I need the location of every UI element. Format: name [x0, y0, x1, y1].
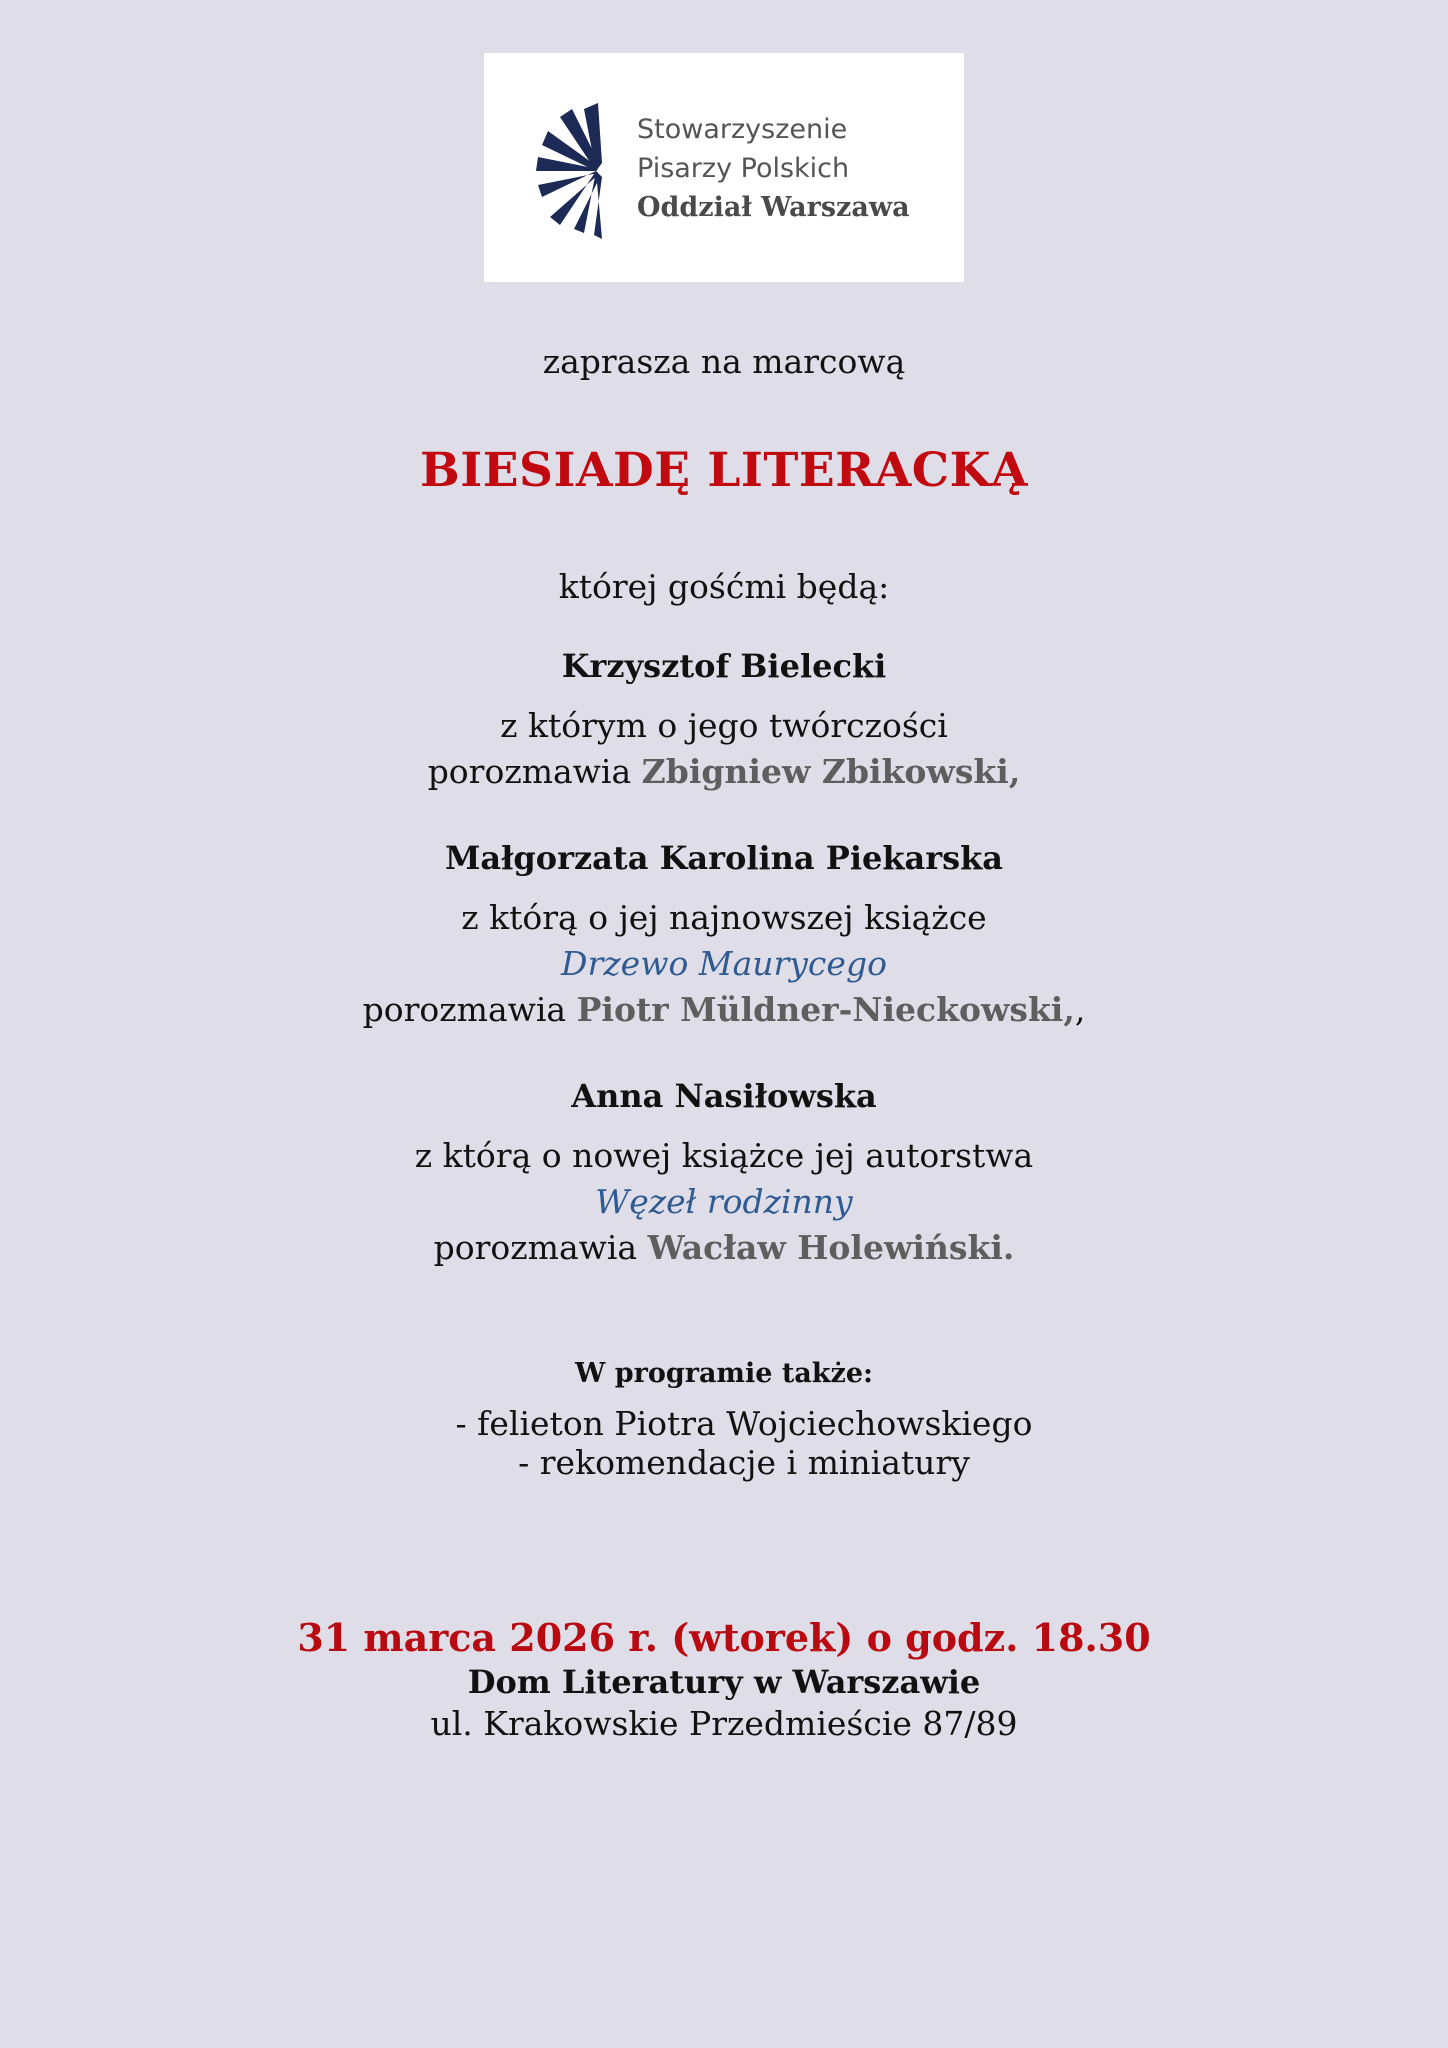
host-name: Wacław Holewiński. — [647, 1228, 1015, 1267]
guest-lead: z którym o jego twórczości — [500, 706, 948, 745]
book-title: Drzewo Maurycego — [561, 944, 887, 983]
intro-text: zaprasza na marcową — [542, 342, 906, 381]
organization-branch: Oddział Warszawa — [637, 192, 910, 223]
guests-intro: której gośćmi będą: — [558, 567, 890, 606]
host-suffix: , — [1074, 990, 1086, 1029]
organization-name — [637, 110, 910, 227]
book-title: Węzeł rodzinny — [595, 1182, 853, 1221]
program-title: W programie także: — [575, 1358, 873, 1389]
guest-name: Małgorzata Karolina Piekarska — [444, 839, 1004, 877]
organization-logo — [484, 53, 964, 282]
organization-name-line2: Pisarzy Polskich — [637, 153, 850, 184]
host-name: Zbigniew Zbikowski, — [641, 752, 1021, 791]
program-item: - rekomendacje i miniatury — [518, 1443, 970, 1482]
event-venue: Dom Literatury w Warszawie — [467, 1663, 981, 1701]
guest-name: Anna Nasiłowska — [571, 1077, 877, 1115]
guest-name: Krzysztof Bielecki — [561, 647, 887, 685]
guest-host-line — [0, 752, 1448, 791]
quill-fan-icon — [536, 101, 622, 241]
talk-prefix: porozmawia — [427, 752, 632, 791]
program-item: - felieton Piotra Wojciechowskiego — [455, 1404, 1033, 1443]
talk-prefix: porozmawia — [433, 1228, 638, 1267]
talk-prefix: porozmawia — [362, 990, 567, 1029]
guest-lead: z którą o jej najnowszej książce — [461, 898, 987, 937]
event-date: 31 marca 2026 r. (wtorek) o godz. 18.30 — [297, 1615, 1151, 1660]
host-name: Piotr Müldner-Nieckowski, — [576, 990, 1075, 1029]
guest-host-line — [0, 990, 1448, 1029]
organization-name-line1: Stowarzyszenie — [637, 114, 848, 145]
guest-host-line — [0, 1228, 1448, 1267]
guest-lead: z którą o nowej książce jej autorstwa — [414, 1136, 1034, 1175]
event-headline: BIESIADĘ LITERACKĄ — [420, 443, 1028, 498]
event-address: ul. Krakowskie Przedmieście 87/89 — [430, 1704, 1018, 1743]
